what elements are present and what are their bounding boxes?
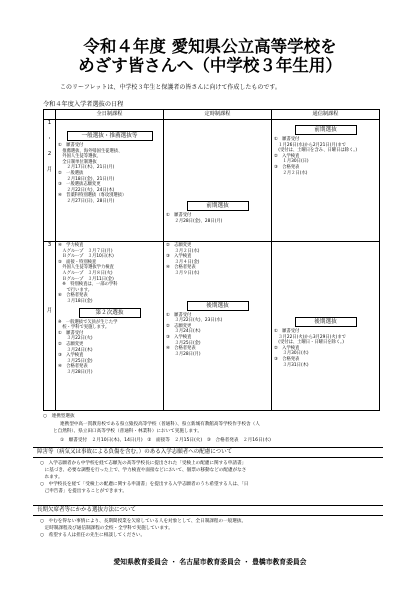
- text-line: ④ 学力検査: [58, 243, 84, 248]
- text-line: Ａグループ ３月７日(月): [58, 248, 113, 254]
- text-line: ① 願書受付: [166, 312, 192, 318]
- text-line: ⑤ 面接・特別検査: [58, 259, 97, 265]
- text-line: ② 志願変更: [166, 323, 192, 329]
- text-line: ④ 合格者発表: [166, 346, 196, 352]
- tsu-late-cell: [272, 242, 380, 411]
- renkei-body-2: と自然科）、県立田口高等学校（普通科・林業科）において実施します。: [53, 429, 202, 434]
- text-line: Ｂグループ ３月11日(金): [58, 276, 114, 282]
- text-line: ３月25日(金): [58, 358, 93, 364]
- text-line: れます。: [40, 475, 63, 480]
- text-line: ② 一般選抜: [58, 170, 84, 176]
- text-line: ④ 合格者発表: [58, 364, 88, 370]
- text-line: ２月２日(水): [274, 170, 308, 176]
- schedule-label: 令和４年度入学者選抜の日程: [43, 101, 124, 108]
- text-line: １月26日(水)から2月21日(月)まで: [274, 142, 346, 148]
- longabsence-lines: [40, 518, 246, 539]
- text-line: ① 願書受付: [58, 143, 84, 148]
- text-line: ２月28日(金)、28日(月): [166, 218, 223, 224]
- zen-second-lines: [58, 320, 161, 376]
- text-line: ※ 特別検査は、一部の学科: [58, 282, 118, 288]
- text-line: ３月９日(水): [166, 270, 200, 276]
- text-line: ○ 中学校長を経て「受検上の配慮に関する申請書」を提出する入学志願者のうち希望する人は、「日: [40, 482, 249, 487]
- longabsence-header: 長期欠席者等にかかる選抜方法について: [33, 505, 383, 516]
- page-title-line-2: めざす皆さんへ（中学校３年生用）: [78, 56, 342, 75]
- text-line: ① 願書受付: [166, 213, 192, 218]
- text-line: ⑥ 合格者発表: [58, 293, 88, 299]
- tei-kouki-box: 後期選抜: [187, 301, 249, 311]
- text-line: ３月31日(木): [274, 362, 309, 368]
- zen-early-cell: [56, 120, 164, 242]
- tei-zenki-box: 前期選抜: [187, 201, 249, 211]
- tei-late-lines: [166, 243, 269, 277]
- text-line: ２月27日(日)、28日(月): [58, 198, 115, 204]
- text-line: に基づき、必要な調整を行った上で、学力検査や面接などにおいて、個票の移動などの配慮がなさ: [40, 468, 247, 473]
- tsu-kouki-box: 後期選抜: [295, 317, 357, 327]
- text-line: ３月22日(火): [58, 336, 93, 342]
- text-line: ※ 一般選抜で欠員が生じた学: [58, 319, 118, 325]
- text-line: ○ やむを得ない事情により、長期間授業を欠席している人を対象として、全日制課程の一般選抜、: [40, 519, 247, 524]
- text-line: ④ 合格者発表: [166, 265, 196, 271]
- text-line: ④ 昔薬科特別選抜（専攻別選抜）: [58, 193, 127, 199]
- month-label-mar: 3 月: [44, 242, 56, 411]
- tsu-early-cell: [272, 120, 380, 242]
- schedule-table: [43, 109, 380, 411]
- page-title-line-1: 令和４年度 愛知県公立高等学校を: [83, 37, 337, 56]
- text-line: ３月30日(水): [274, 351, 309, 357]
- text-line: ○ 希望する人は担任の先生に相談してください。: [40, 533, 146, 538]
- text-line: ③ 一般選抜志願変更: [58, 182, 101, 188]
- tsu-kouki-lines: [274, 329, 377, 368]
- zen-general-box: 一般選抜・推薦選抜等: [67, 131, 153, 141]
- text-line: (受付は、土曜日・日曜日を除く。): [274, 340, 344, 346]
- header-zennichisei: 全日制課程: [56, 110, 164, 120]
- tei-early-lines: [166, 213, 269, 224]
- text-line: ② 志願変更: [58, 341, 84, 347]
- tei-late-cell: [164, 242, 272, 411]
- renkei-title: ○ 連携型選抜: [43, 414, 75, 419]
- text-line: ○ 入学志願者から中学校を経て志願先の高等学校長に提出された「受検上の配慮に関する申請書」: [40, 461, 247, 466]
- text-line: ３月18日(金): [58, 298, 93, 304]
- renkei-body-1: 連携型中高一貫教育校である県立猿投高等学校（普通科）、県立新城有教館高等学校作手校舎（人: [60, 422, 260, 427]
- text-line: 校・学科で実施します。: [58, 325, 110, 331]
- text-line: ② 志願変更: [166, 243, 192, 248]
- disability-header: 障害等（病気又は事故による負傷を含む。）のある入学志願者への配慮について: [33, 447, 383, 458]
- tsu-early-lines: [274, 137, 377, 176]
- intro-text: このリーフレットは、中学校３年生と保護者の皆さんに向けて作成したものです。: [60, 84, 281, 91]
- header-tsushinsei: 通信制課程: [272, 110, 380, 120]
- text-line: ② 入学検査: [274, 345, 300, 351]
- text-line: ２月22日(火)、24日(木): [58, 187, 115, 193]
- tsu-zenki-box: 前期選抜: [295, 125, 357, 135]
- text-line: Ａグループ ３月８日(火): [58, 270, 113, 276]
- renkei-dates: ① 願書受付 ２月10日(木)、14日(月) ② 面接等 ２月15日(火) ③ 合格者発表 ２月16日(水): [60, 438, 271, 443]
- text-line: ２月18日(金)、21日(月): [58, 176, 115, 182]
- text-line: ③ 合格発表: [274, 164, 300, 170]
- corner-cell: [44, 110, 56, 120]
- text-line: 定時制課程及び通信制課程の全校・全学科で実施しています。: [40, 526, 173, 531]
- text-line: ３月25日(金): [166, 340, 201, 346]
- header-teijisei: 定時制課程: [164, 110, 272, 120]
- text-line: 己申告書」を提出することができます。: [40, 489, 127, 494]
- zen-early-lines: [58, 143, 161, 205]
- text-line: Ｂグループ ３月10日(木): [58, 254, 114, 260]
- text-line: ③ 合格発表: [274, 356, 300, 362]
- text-line: ① 願書受付: [274, 137, 300, 142]
- text-line: で行います。: [58, 287, 93, 293]
- text-line: ３月22日(火)、23日(水): [166, 318, 223, 324]
- text-line: １月30日(日): [274, 159, 309, 165]
- text-line: (受付は、土曜日を含み、日曜日は除く。): [274, 148, 358, 154]
- tei-early-cell: [164, 120, 272, 242]
- text-line: ３月28日(月): [58, 369, 93, 375]
- text-line: 全日制単位制選抜: [58, 159, 97, 165]
- text-line: ３月４日(金): [166, 259, 200, 265]
- text-line: 外国人生徒等選抜学力検査: [58, 265, 114, 271]
- text-line: ３月24日(木): [58, 347, 93, 353]
- text-line: ３月24日(木): [166, 329, 201, 335]
- text-line: 推薦選抜、海外帰国生徒選抜、: [58, 148, 123, 154]
- zen-second-box: 第２次選抜: [79, 308, 141, 318]
- text-line: ３月２日(水): [166, 248, 200, 254]
- footer-issuers: 愛知県教育委員会 ・ 名古屋市教育委員会 ・ 豊橋市教育委員会: [113, 558, 307, 566]
- month-label-jan-feb: 1 ・ 2 月: [44, 120, 56, 242]
- text-line: ① 願書受付: [58, 330, 84, 336]
- zen-late-lines: [58, 243, 161, 305]
- text-line: 外国人生徒等選抜、: [58, 154, 101, 160]
- zen-late-cell: [56, 242, 164, 411]
- text-line: ３月22日(火)から3月29日(火)まで: [274, 334, 346, 340]
- text-line: ③ 入学検査: [166, 254, 192, 260]
- text-line: ③ 入学検査: [166, 334, 192, 340]
- disability-lines: [40, 460, 248, 495]
- text-line: ③ 入学検査: [58, 353, 84, 359]
- tei-kouki-lines: [166, 313, 269, 358]
- text-line: ３月28日(月): [166, 351, 201, 357]
- text-line: ① 願書受付: [274, 329, 300, 334]
- text-line: ② 入学検査: [274, 153, 300, 159]
- text-line: ２月17日(木)、21日(月): [58, 165, 115, 171]
